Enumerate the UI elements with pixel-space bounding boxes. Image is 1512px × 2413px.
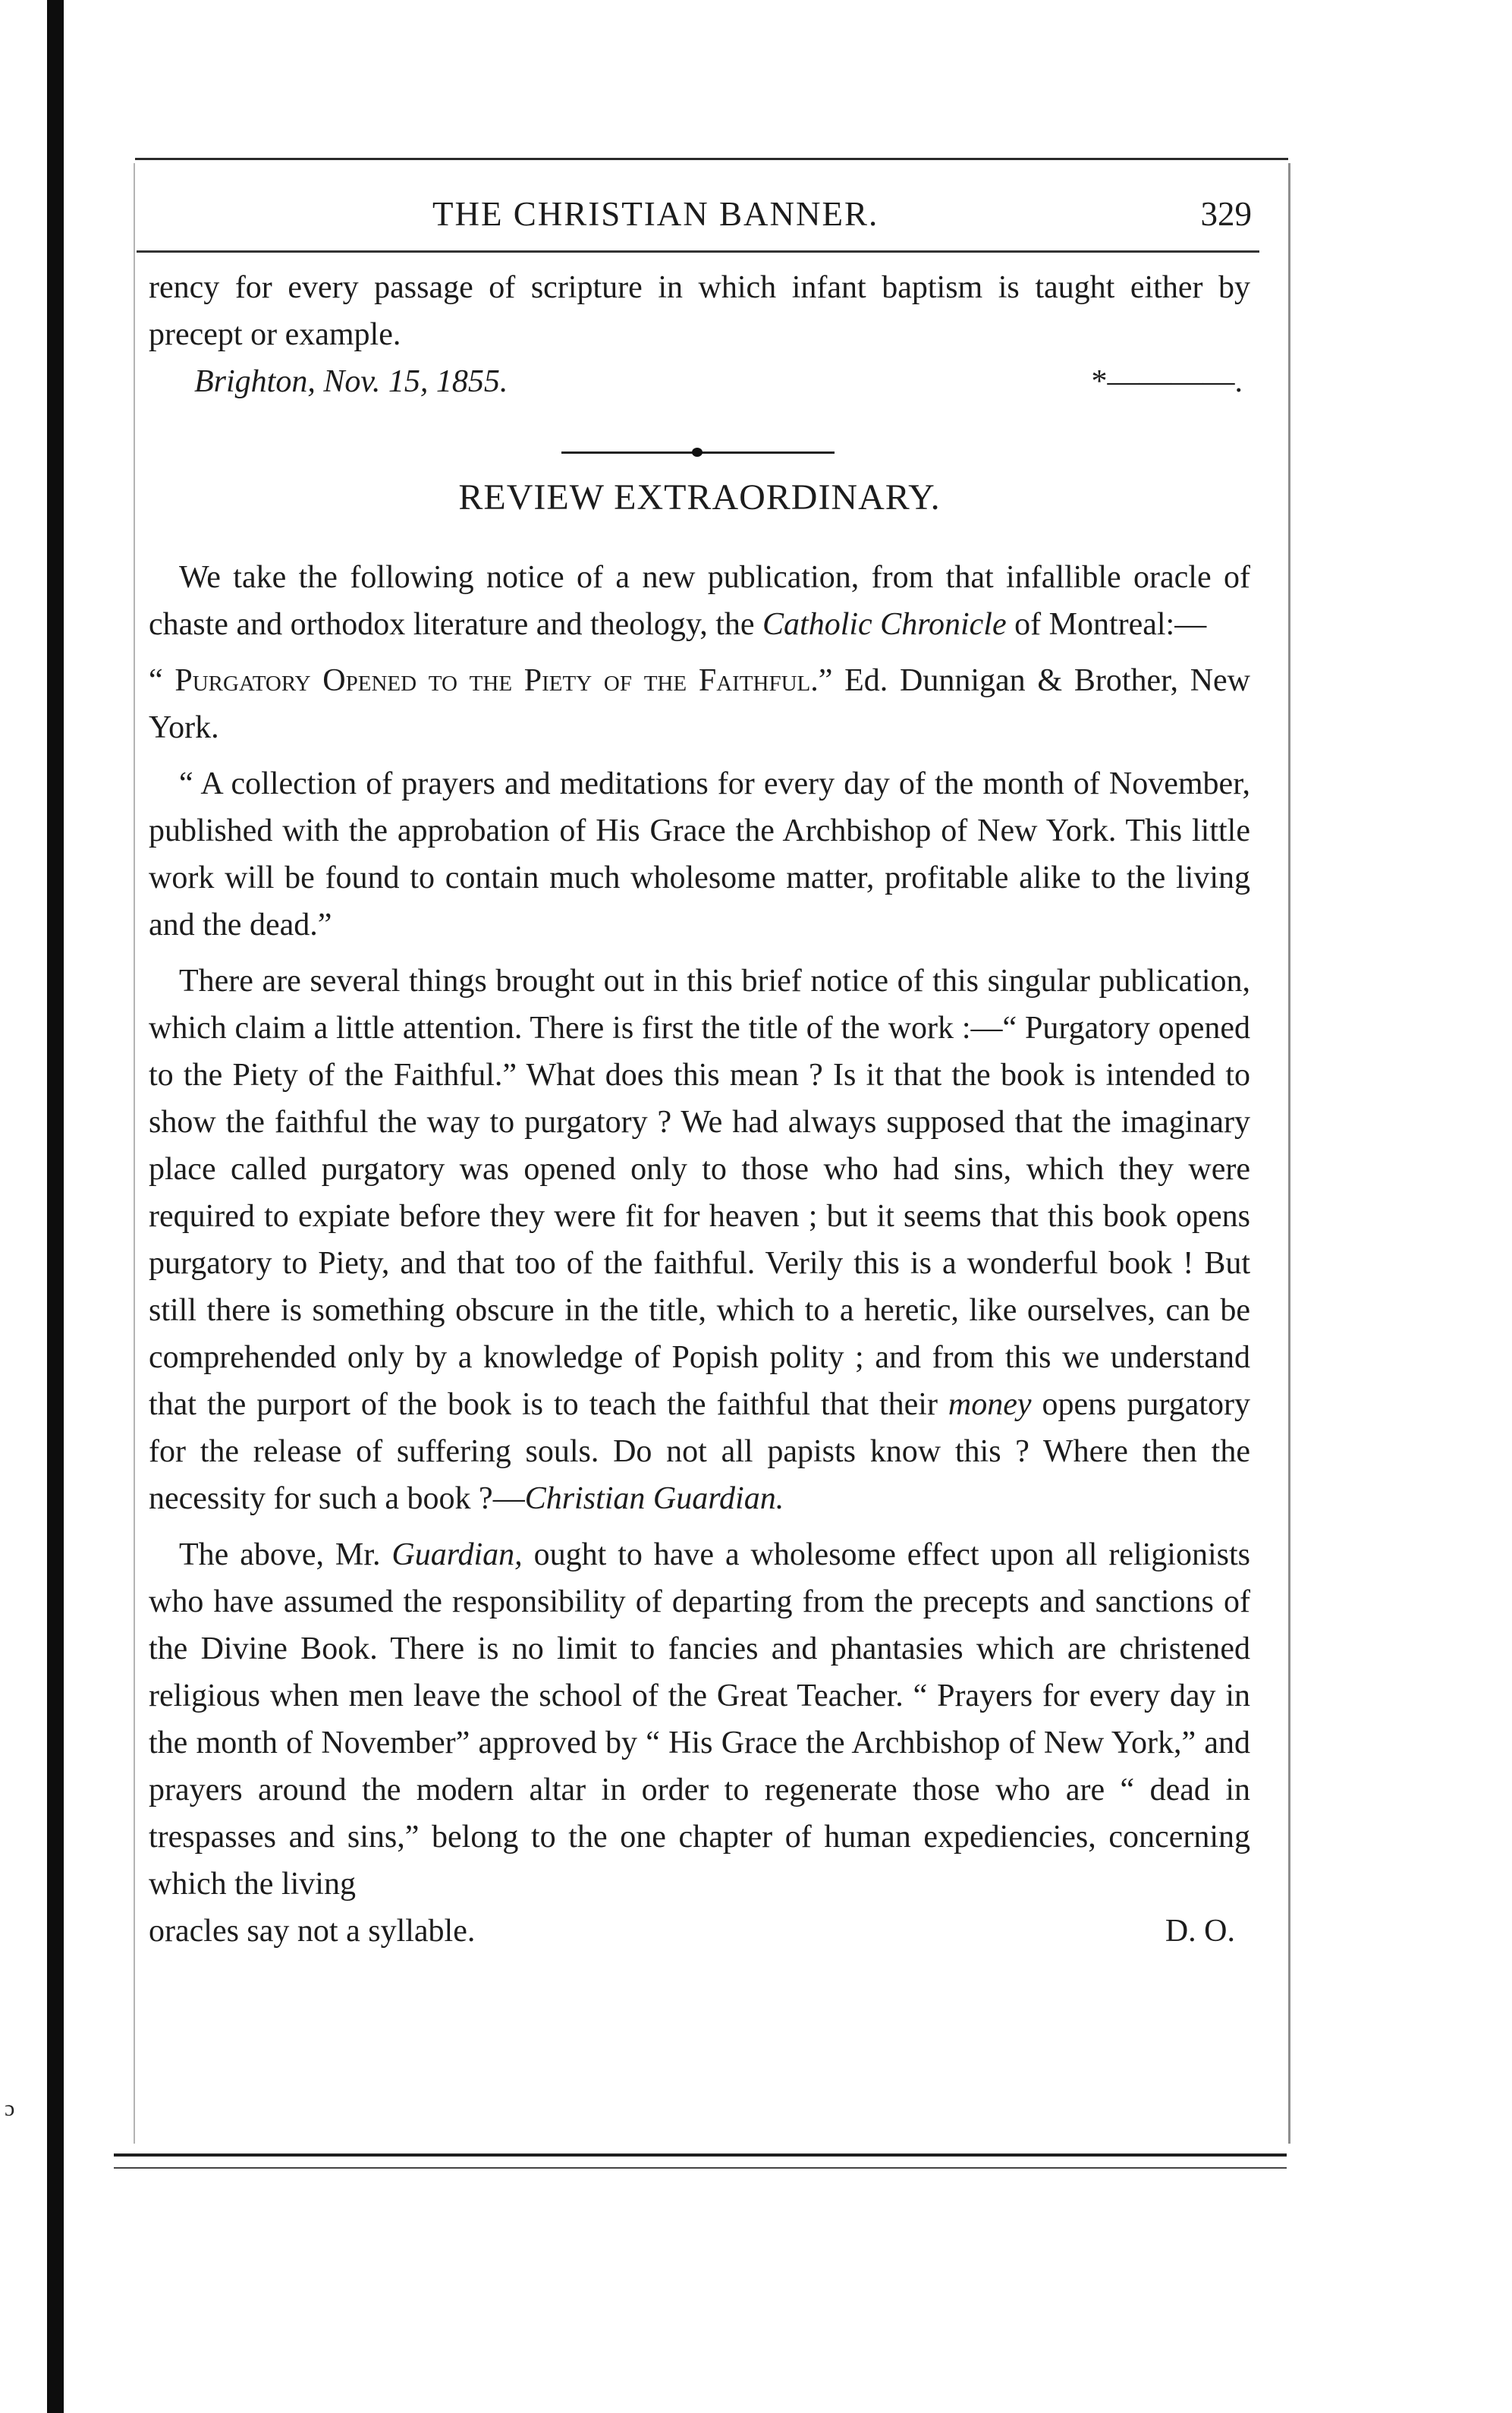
commentary-text: There are several things brought out in this brief notice of this singular publication, which claim a little attention. There is first the title of the work :—“ Purgatory opened to the Piety of the Faithful.” What does this mean ? Is it that the book is intended to show the faithful the way to purgatory ? We had always supposed that the imaginary place called purgatory was opened only to those who had sins, which they were required to expiate before they were fit for heaven ; but it seems that this book opens purgatory to Piety, and that too of the faithful. Verily this is a wonderful book ! But still there is something obscure in the title, which to a heretic, like ourselves, can be comprehended only by a knowledge of Popish polity ; and from this we understand that the purport of the book is to teach the faithful that their (149, 964, 1250, 1422)
intro-italic-source: Catholic Chronicle (762, 607, 1007, 642)
continuation-paragraph: rency for every passage of scripture in which infant baptism is taught either by precept or example. (149, 270, 1250, 352)
book-citation (149, 657, 1250, 751)
header-rule (137, 250, 1259, 253)
dateline-row (149, 358, 1250, 405)
author-initials: D. O. (1165, 1914, 1235, 1949)
intro-text-end: of Montreal:— (1006, 607, 1207, 642)
bottom-rule-secondary (114, 2167, 1287, 2169)
top-border-rule (135, 158, 1288, 160)
closing-row (149, 1908, 1250, 1955)
book-title: “ Purgatory Opened to the Piety of the Faithful.” (149, 663, 833, 698)
right-frame-line (1288, 163, 1290, 2144)
commentary-source: Christian Guardian. (524, 1481, 784, 1516)
continuation-block (149, 264, 1250, 405)
intro-text: We take the following notice of a new publication, from that infallible oracle of chaste and orthodox literature and theology, the (149, 560, 1250, 642)
book-spine-shadow (47, 0, 64, 2413)
response-paragraph (149, 1531, 1250, 1908)
section-ornament (561, 445, 835, 460)
running-title: THE CHRISTIAN BANNER. (432, 195, 879, 233)
closing-line: oracles say not a syllable. (149, 1914, 476, 1949)
response-text-start: The above, Mr. (179, 1537, 392, 1572)
signature-mark: *————. (1091, 364, 1243, 399)
quoted-notice: “ A collection of prayers and meditations for every day of the month of November, published with the approbation of His Grace the Archbishop of New York. This little work will be found to contain much wholesome matter, profitable alike to the living and the dead.” (149, 766, 1250, 942)
article-title: REVIEW EXTRAORDINARY. (458, 477, 941, 518)
dateline: Brighton, Nov. 15, 1855. (194, 364, 508, 399)
commentary-italic: money (948, 1387, 1032, 1422)
publisher: Ed. Dunnigan & Brother, New York. (149, 663, 1250, 745)
ornament-dot (692, 448, 703, 457)
response-italic: Guardian, (391, 1537, 523, 1572)
commentary-paragraph (149, 958, 1250, 1522)
page-header (137, 194, 1252, 247)
intro-paragraph (149, 554, 1250, 648)
page-number: 329 (1200, 195, 1252, 233)
commentary-text-end: opens purgatory for the release of suffering souls. Do not all papists know this ? Where then the necessity for such a book ?— (149, 1387, 1250, 1516)
bottom-rule (114, 2153, 1287, 2157)
page-edge-mark: ɔ (5, 2096, 15, 2121)
article-body (149, 554, 1250, 1955)
response-text: ought to have a wholesome effect upon all religionists who have assumed the responsibility of departing from the precepts and sanctions of the Divine Book. There is no limit to fancies and phantasies which are christened religious when men leave the school of the Great Teacher. “ Prayers for every day in the month of November” approved by “ His Grace the Archbishop of New York,” and prayers around the modern altar in order to regenerate those who are “ dead in trespasses and sins,” belong to the one chapter of human expediencies, concerning which the living (149, 1537, 1251, 1902)
left-frame-line (134, 163, 135, 2144)
